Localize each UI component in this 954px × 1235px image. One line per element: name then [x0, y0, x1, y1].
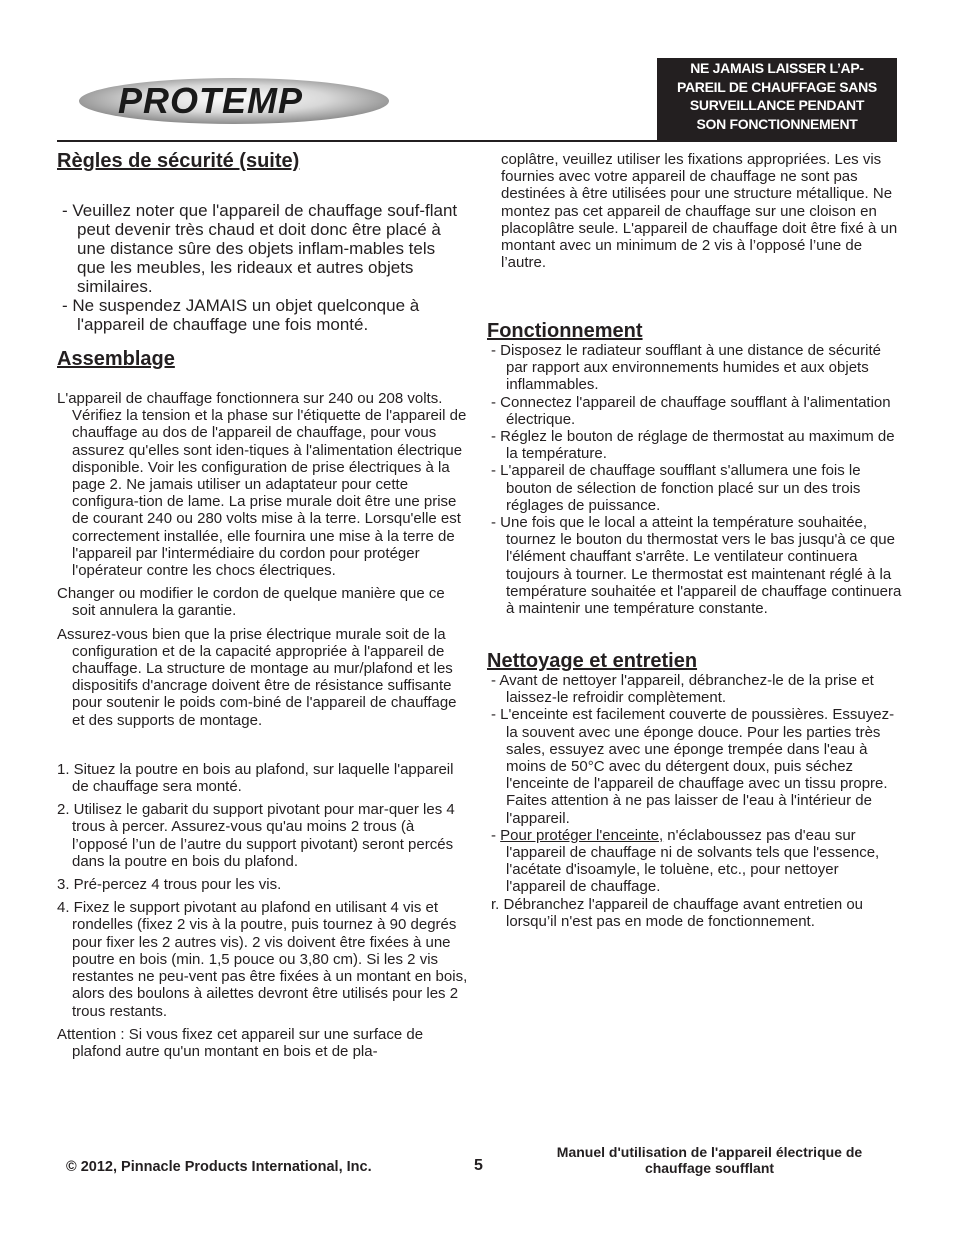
- cleaning-item: - L'enceinte est facilement couverte de poussières. Essuyez-la souvent avec une éponge douce. Pour les parties très sales, essuyez avec une éponge trempée dans l'eau à moins de 50°C avec du détergent doux, puis séchez l'enceinte de l'appareil de chauffage avec un tissu propre. Faites attention à ne pas laisser de l'eau à l'intérieur de l'appareil.: [491, 706, 895, 827]
- protect-rest: n'éclaboussez pas d'eau sur l'appareil de chauffage ni de solvants tels que l'essence, l'acétate d'isoamyle, le toluène, etc., pour nettoyer l'appareil de chauffage.: [506, 826, 880, 896]
- manual-line-1: Manuel d'utilisation de l'appareil électrique de: [556, 1144, 863, 1160]
- warning-line-2: PAREIL DE CHAUFFAGE SANS: [677, 78, 877, 95]
- assembly-paragraph: Changer ou modifier le cordon de quelque manière que ce soit annulera la garantie.: [57, 585, 445, 620]
- warning-line-4: SON FONCTIONNEMENT: [696, 115, 858, 132]
- protect-prefix: -: [491, 826, 501, 844]
- warning-line-1: NE JAMAIS LAISSER L’AP-: [690, 60, 864, 76]
- assembly-continuation: [501, 151, 901, 271]
- manual-line-2: chauffage soufflant: [644, 1159, 775, 1176]
- assembly-header: [57, 348, 467, 370]
- assembly-title: Assemblage: [57, 348, 175, 370]
- warning-box: [657, 58, 897, 140]
- warning-line-3: SURVEILLANCE PENDANT: [689, 97, 865, 113]
- safety-title: Règles de sécurité (suite): [57, 150, 300, 172]
- logo-text: PROTEMP: [118, 80, 304, 121]
- cleaning-item-last: r. Débranchez l'appareil de chauffage avant entretien ou lorsqu’il n'est pas en mode de fonctionnement.: [491, 895, 864, 930]
- cleaning-title: Nettoyage et entretien: [487, 650, 698, 672]
- assembly-attention: Attention : Si vous fixez cet appareil sur une surface de plafond autre qu'un montant en bois et de pla-: [57, 1025, 424, 1060]
- cleaning-section: [487, 650, 902, 930]
- assembly-paragraph: Assurez-vous bien que la prise électrique murale soit de la configuration et de la capacité appropriée à l'appareil de chauffage. La structure de montage au mur/plafond et les dispositifs d'ancrage doivent être de résistance suffisante pour soutenir le poids com-biné de l'appareil de chauffage et des supports de montage.: [57, 625, 457, 729]
- safety-section: [57, 150, 467, 172]
- assembly-step: 2. Utilisez le gabarit du support pivotant pour mar-quer les 4 trous à percer. Assurez-vous qu'au moins 2 trous (à l’opposé l’un de l’autre du support pivotant) seront percés dans la poutre en bois du plafond.: [57, 801, 455, 870]
- page-number: 5: [474, 1157, 483, 1174]
- footer-copyright: © 2012, Pinnacle Products International, Inc.: [66, 1159, 372, 1175]
- operation-item: - Connectez l'appareil de chauffage soufflant à l'alimentation électrique.: [491, 393, 891, 428]
- cleaning-item: - Avant de nettoyer l'appareil, débranchez-le de la prise et laissez-le refroidir complètement.: [491, 672, 874, 707]
- operation-section: [487, 320, 902, 617]
- safety-item: - Veuillez noter que l'appareil de chauffage souf-flant peut devenir très chaud et doit donc être placé à une distance sûre des objets inflam-mables tels que les meubles, les rideaux et autres objets similaires.: [62, 201, 458, 296]
- assembly-step: 1. Situez la poutre en bois au plafond, sur laquelle l'appareil de chauffage sera monté.: [57, 760, 454, 796]
- assembly-step: 4. Fixez le support pivotant au plafond en utilisant 4 vis et rondelles (fixez 2 vis à la poutre, puis tournez à 90 degrés pour fixer les 2 autres vis). 2 vis doivent être fixées à une poutre en bois (min. 1,5 pouce ou 3,80 cm). Si les 2 vis restantes ne peu-vent pas être fixées à un montant en bois, alors des boulons à ailettes devront être utilisés pour les 2 trous restants.: [57, 899, 468, 1020]
- header-rule: [57, 140, 897, 142]
- operation-item: - Réglez le bouton de réglage de thermostat au maximum de la température.: [491, 428, 895, 463]
- operation-item: - Une fois que le local a atteint la température souhaitée, tournez le bouton du thermostat vers le bas jusqu'à ce que l'élément chauffant s'arrête. Le ventilateur continuera toujours à tourner. Le thermostat est maintenant réglé à la température souhaitée et l'appareil de chauffage continuera à maintenir une température constante.: [491, 514, 902, 618]
- assembly-step: 3. Pré-percez 4 trous pour les vis.: [57, 876, 282, 894]
- operation-item: - L'appareil de chauffage soufflant s'allumera une fois le bouton de sélection de fonction placé sur un des trois réglages de puissance.: [491, 462, 861, 514]
- safety-item: - Ne suspendez JAMAIS un objet quelconque à l'appareil de chauffage une fois monté.: [62, 296, 420, 334]
- operation-title: Fonctionnement: [487, 320, 643, 342]
- operation-item: - Disposez le radiateur soufflant à une distance de sécurité par rapport aux environnements humides et aux objets inflammables.: [491, 342, 881, 394]
- assembly-body: [57, 390, 469, 1060]
- assembly-paragraph: L'appareil de chauffage fonctionnera sur 240 ou 208 volts. Vérifiez la tension et la phase sur l'étiquette de l'appareil de chauffage au dos de l'appareil de chauffage, pour vous assurez qu'elles sont iden-tiques à l'alimentation électrique disponible. Voir les configuration de prise électriques à la page 2. Ne jamais utiliser un adaptateur pour cette configura-tion de lame. La prise murale doit être une prise de courant 240 ou 280 volts mise à la terre. Lorsqu'elle est correctement installée, elle fournira une mise à la terre de l'appareil par l'intermédiaire du cordon pour protéger l'opérateur contre les chocs électriques.: [57, 390, 467, 580]
- safety-list: [62, 201, 467, 334]
- protemp-logo: [78, 76, 390, 126]
- protect-underlined: Pour protéger l'enceinte,: [500, 826, 664, 844]
- cleaning-item-protect: [487, 827, 902, 896]
- continuation-text: coplâtre, veuillez utiliser les fixations appropriées. Les vis fournies avec votre appareil de chauffage ne sont pas destinées à être utilisées pour une structure métallique. Ne montez pas cet appareil de chauffage sur une cloison en placoplâtre seule. L'appareil de chauffage doit être fixé à un montant avec un minimum de 2 vis à l’opposé l’une de l’autre.: [501, 151, 898, 272]
- footer-manual-title: [532, 1145, 887, 1176]
